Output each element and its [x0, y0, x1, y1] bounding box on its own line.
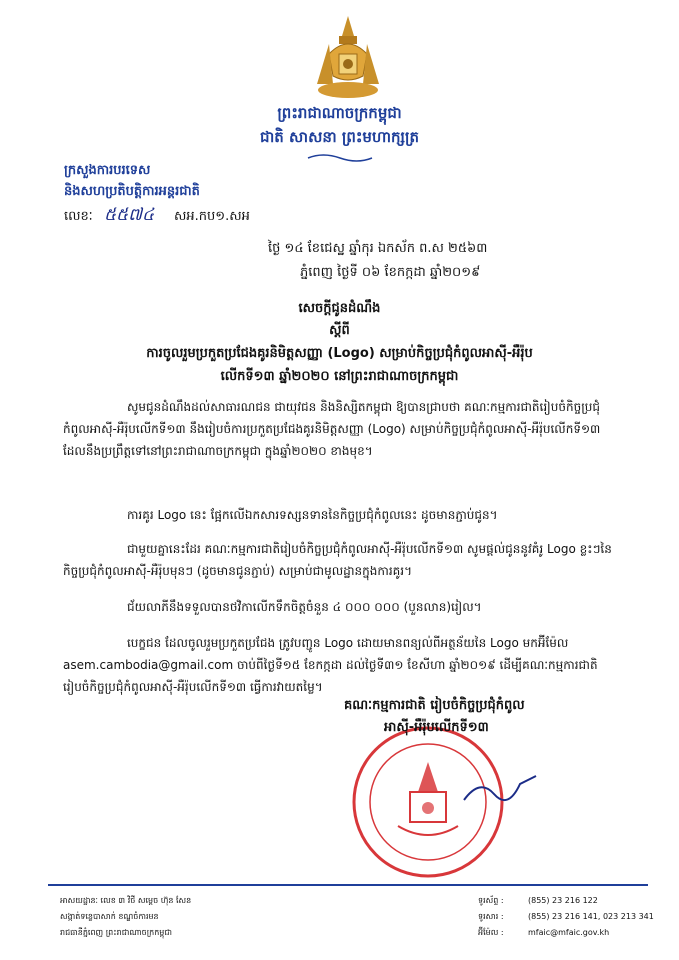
body-paragraph-2: ការគូរ Logo នេះ ផ្អែកលើឯកសារទស្សនទាននៃកិច្ចប្រជុំកំពូលនេះ ដូចមានភ្ជាប់ជូន។	[127, 508, 498, 522]
body-paragraph-4: ជ័យលាភីនឹងទទួលបានថវិកាលើកទឹកចិត្តចំនួន ៤ ០០០ ០០០ (បួនលាន)រៀល។	[127, 600, 482, 614]
footer-phone	[478, 894, 598, 908]
ministry-name-line-2: និងសហប្រតិបត្តិការអន្តរជាតិ	[64, 184, 200, 199]
notice-subject-line-1: ការចូលរួមប្រកួតប្រជែងគូរនិមិត្តសញ្ញា (Logo) សម្រាប់កិច្ចប្រជុំកំពូលអាស៊ី-អឺរ៉ុប	[146, 346, 533, 361]
footer-address-line-1: អាសយដ្ឋានៈ លេខ ៣ វិថី សម្តេច ហ៊ុន សែន	[60, 896, 192, 905]
reference-suffix: សអ.កប១.សអ	[174, 209, 250, 224]
footer-address-line-2: សង្កាត់ទន្លេបាសាក់ ខណ្ឌចំការមន	[60, 912, 159, 921]
ministry-name-line-1: ក្រសួងការបរទេស	[64, 163, 151, 178]
solar-date: ភ្នំពេញ ថ្ងៃទី ០៦ ខែកក្កដា ឆ្នាំ២០១៩	[300, 265, 481, 280]
phone-number: (855) 23 216 122	[528, 896, 598, 905]
royal-crest-emblem	[309, 14, 387, 104]
phone-label: ទូរស័ព្ទ :	[478, 896, 504, 905]
kingdom-line-2: ជាតិ សាសនា ព្រះមហាក្សត្រ	[260, 128, 419, 146]
signatory-line-1: គណៈកម្មការជាតិ រៀបចំកិច្ចប្រជុំកំពូល	[344, 698, 525, 713]
body-paragraph-5: បេក្ខជន ដែលចូលរួមប្រកួតប្រជែង ត្រូវបញ្ជូន Logo ដោយមានពន្យល់ពីអត្ថន័យនៃ Logo មកអ៊ីម៉ែល asem.cambodia@gmail.com ចាប់ពីថ្ងៃទី១៥ ខែកក្កដា ដល់ថ្ងៃទី៣១ ខែសីហា ឆ្នាំ២០១៩ ដើម្បីគណៈកម្មការជាតិរៀបចំកិច្ចប្រជុំកំពូលអាស៊ី-អឺរ៉ុបលើកទី១៣ ធ្វើការវាយតម្លៃ។	[63, 636, 598, 694]
email-label: អ៊ីម៉ែល :	[478, 928, 504, 937]
footer-fax	[478, 910, 654, 924]
handwritten-signature	[460, 770, 540, 810]
notice-subject-line-2: លើកទី១៣ ឆ្នាំ២០២០ នៅព្រះរាជាណាចក្រកម្ពុជា	[220, 369, 459, 384]
reference-label: លេខៈ	[64, 209, 93, 224]
footer-address-line-3: រាជធានីភ្នំពេញ ព្រះរាជាណាចក្រកម្ពុជា	[60, 928, 172, 937]
lunar-date: ថ្ងៃ ១៤ ខែជេស្ឋ ឆ្នាំកុរ ឯកស័ក ព.ស ២៥៦៣	[268, 241, 488, 256]
signatory-line-2: អាស៊ី-អឺរ៉ុបលើកទី១៣	[384, 720, 489, 735]
reference-number: ៥៥៧៤	[104, 205, 155, 225]
kingdom-line-1: ព្រះរាជាណាចក្រកម្ពុជា	[277, 104, 402, 122]
fax-number: (855) 23 216 141, 023 213 341	[528, 912, 654, 921]
body-paragraph-1: សូមជូនដំណឹងដល់សាធារណជន ជាយុវជន និងនិស្សិតកម្ពុជា ឱ្យបានជ្រាបថា គណៈកម្មការជាតិរៀបចំកិច្ចប្រជុំកំពូលអាស៊ី-អឺរ៉ុបលើកទី១៣ នឹងរៀបចំការប្រកួតប្រជែងគូរនិមិត្តសញ្ញា (Logo) សម្រាប់កិច្ចប្រជុំកំពូលអាស៊ី-អឺរ៉ុបលើកទី១៣ ដែលនឹងប្រព្រឹត្តទៅនៅព្រះរាជាណាចក្រកម្ពុជា ក្នុងឆ្នាំ២០២០ ខាងមុខ។	[63, 400, 601, 458]
footer-email	[478, 926, 609, 940]
fax-label: ទូរសារ :	[478, 912, 504, 921]
notice-subject-label: ស្តីពី	[329, 323, 350, 338]
footer-divider	[48, 884, 648, 886]
ornament-divider-icon	[306, 152, 374, 164]
body-paragraph-3: ជាមួយគ្នានេះដែរ គណៈកម្មការជាតិរៀបចំកិច្ចប្រជុំកំពូលអាស៊ី-អឺរ៉ុបលើកទី១៣ សូមផ្តល់ជូននូវគំរូ Logo ខ្លះៗនៃកិច្ចប្រជុំកំពូលអាស៊ី-អឺរ៉ុបមុនៗ (ដូចមានជូនភ្ជាប់) សម្រាប់ជាមូលដ្ឋានក្នុងការគូរ។	[63, 542, 612, 578]
email-address: mfaic@mfaic.gov.kh	[528, 928, 610, 937]
notice-title: សេចក្តីជូនដំណឹង	[298, 301, 381, 316]
